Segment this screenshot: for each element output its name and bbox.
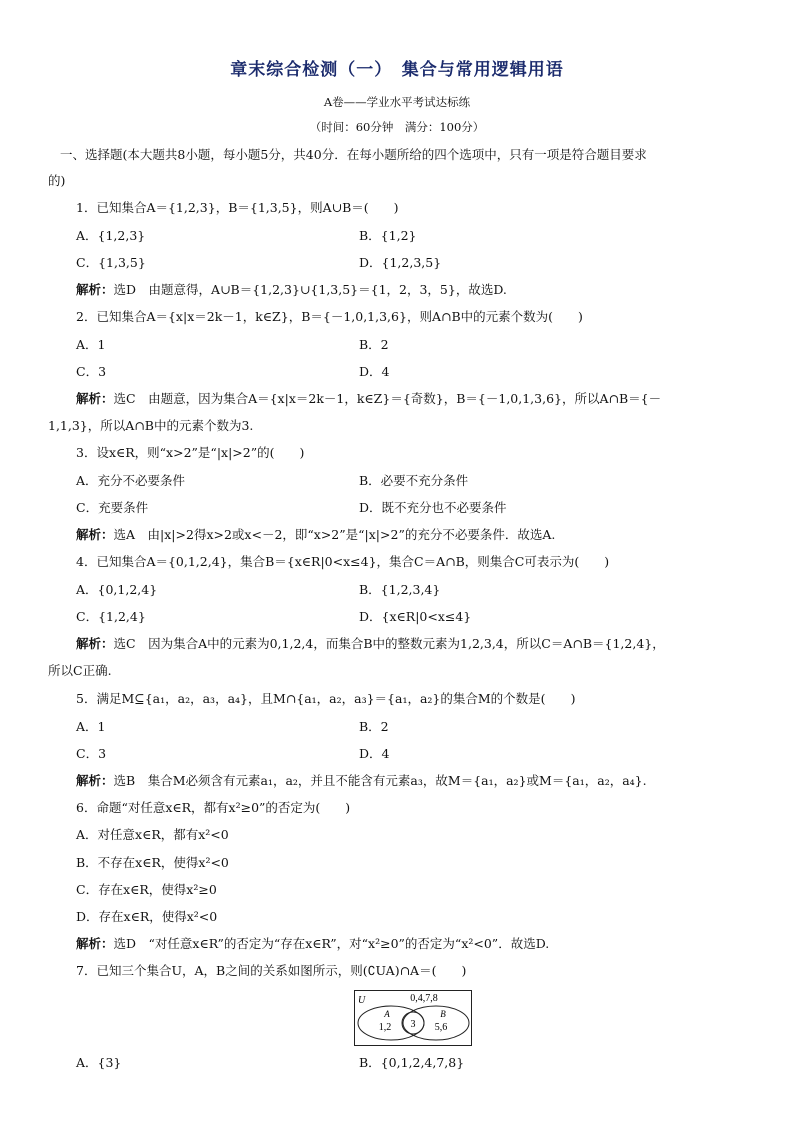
question-4-option-d: D．{x∈R|0<x≤4}	[359, 609, 472, 624]
question-5-solution	[76, 773, 647, 789]
question-5-option-a: A．1	[76, 719, 106, 734]
venn-diagram	[354, 990, 472, 1046]
question-2-option-d: D．4	[359, 364, 390, 379]
question-4-solution	[76, 636, 665, 652]
section-heading-cont: 的)	[48, 173, 66, 188]
question-2-option-c: C．3	[76, 364, 107, 379]
solution-label: 解析：	[76, 391, 114, 406]
question-2-solution-cont: 1,1,3}，所以A∩B中的元素个数为3.	[48, 418, 254, 433]
solution-label: 解析：	[76, 527, 114, 542]
question-2-stem: 2．已知集合A＝{x|x＝2k－1，k∈Z}，B＝{－1,0,1,3,6}，则A∩B中的元素个数为( )	[76, 309, 583, 324]
question-6-option-b: B．不存在x∈R，使得x²<0	[76, 855, 229, 870]
venn-b-values: 5,6	[434, 1022, 448, 1033]
question-1-solution	[76, 282, 507, 298]
question-1-option-b: B．{1,2}	[359, 228, 417, 243]
question-3-option-c: C．充要条件	[76, 500, 149, 515]
question-6-solution	[76, 936, 549, 952]
solution-text: 选D 由题意得，A∪B＝{1,2,3}∪{1,3,5}＝{1，2，3，5}，故选D.	[113, 282, 507, 297]
question-4-stem: 4．已知集合A＝{0,1,2,4}，集合B＝{x∈R|0<x≤4}，集合C＝A∩B，则集合C可表示为( )	[76, 554, 610, 569]
page-subtitle: A卷——学业水平考试达标练	[323, 95, 471, 109]
venn-outer-values: 0,4,7,8	[410, 993, 438, 1004]
venn-a-label: A	[384, 1009, 390, 1019]
question-2-option-b: B．2	[359, 337, 389, 352]
question-5-stem: 5．满足M⊆{a₁，a₂，a₃，a₄}，且M∩{a₁，a₂，a₃}＝{a₁，a₂}的集合M的个数是( )	[76, 691, 576, 706]
solution-label: 解析：	[76, 936, 114, 951]
question-1-stem: 1．已知集合A＝{1,2,3}，B＝{1,3,5}，则A∪B＝( )	[76, 200, 399, 215]
question-5-option-d: D．4	[359, 746, 390, 761]
solution-text: 选D “对任意x∈R”的否定为“存在x∈R”，对“x²≥0”的否定为“x²<0”．故选D.	[113, 936, 550, 951]
question-4-option-b: B．{1,2,3,4}	[359, 582, 441, 597]
question-3-stem: 3．设x∈R，则“x>2”是“|x|>2”的( )	[76, 445, 305, 460]
venn-a-values: 1,2	[378, 1022, 392, 1033]
question-5-option-b: B．2	[359, 719, 389, 734]
solution-text: 选B 集合M必须含有元素a₁，a₂，并且不能含有元素a₃，故M＝{a₁，a₂}或M＝{a₁，a₂，a₄}.	[113, 773, 647, 788]
venn-u-label: U	[358, 995, 366, 1006]
question-6-option-c: C．存在x∈R，使得x²≥0	[76, 882, 217, 897]
question-5-option-c: C．3	[76, 746, 107, 761]
solution-text: 选A 由|x|>2得x>2或x<－2，即“x>2”是“|x|>2”的充分不必要条件．故选A.	[113, 527, 556, 542]
question-1-option-d: D．{1,2,3,5}	[359, 255, 442, 270]
question-7-option-b: B．{0,1,2,4,7,8}	[359, 1055, 465, 1070]
time-info: （时间：60分钟 满分：100分）	[309, 120, 485, 134]
solution-text: 选C 因为集合A中的元素为0,1,2,4，而集合B中的整数元素为1,2,3,4，所以C＝A∩B＝{1,2,4}，	[113, 636, 665, 651]
question-4-solution-cont: 所以C正确.	[48, 663, 112, 678]
question-4-option-a: A．{0,1,2,4}	[76, 582, 158, 597]
venn-center-value: 3	[410, 1019, 416, 1030]
question-6-option-d: D．存在x∈R，使得x²<0	[76, 909, 218, 924]
solution-label: 解析：	[76, 773, 114, 788]
section-heading: 一、选择题(本大题共8小题，每小题5分，共40分．在每小题所给的四个选项中，只有一项是符合题目要求	[60, 147, 647, 162]
question-3-option-d: D．既不充分也不必要条件	[359, 500, 507, 515]
question-3-option-a: A．充分不必要条件	[76, 473, 186, 488]
question-3-solution	[76, 527, 555, 543]
solution-label: 解析：	[76, 282, 114, 297]
question-1-option-c: C．{1,3,5}	[76, 255, 146, 270]
question-1-option-a: A．{1,2,3}	[76, 228, 146, 243]
solution-label: 解析：	[76, 636, 114, 651]
venn-diagram-svg	[354, 990, 472, 1046]
question-6-option-a: A．对任意x∈R，都有x²<0	[76, 827, 229, 842]
question-6-stem: 6．命题“对任意x∈R，都有x²≥0”的否定为( )	[76, 800, 351, 815]
venn-b-label: B	[440, 1009, 446, 1019]
question-7-option-a: A．{3}	[76, 1055, 122, 1070]
question-2-solution	[76, 391, 661, 407]
solution-text: 选C 由题意，因为集合A＝{x|x＝2k－1，k∈Z}＝{奇数}，B＝{－1,0,1,3,6}，所以A∩B＝{－	[113, 391, 662, 406]
question-4-option-c: C．{1,2,4}	[76, 609, 146, 624]
question-7-stem: 7．已知三个集合U，A，B之间的关系如图所示，则(∁UA)∩A＝( )	[76, 963, 467, 978]
page-title: 章末综合检测（一） 集合与常用逻辑用语	[230, 60, 564, 80]
question-3-option-b: B．必要不充分条件	[359, 473, 469, 488]
question-2-option-a: A．1	[76, 337, 106, 352]
